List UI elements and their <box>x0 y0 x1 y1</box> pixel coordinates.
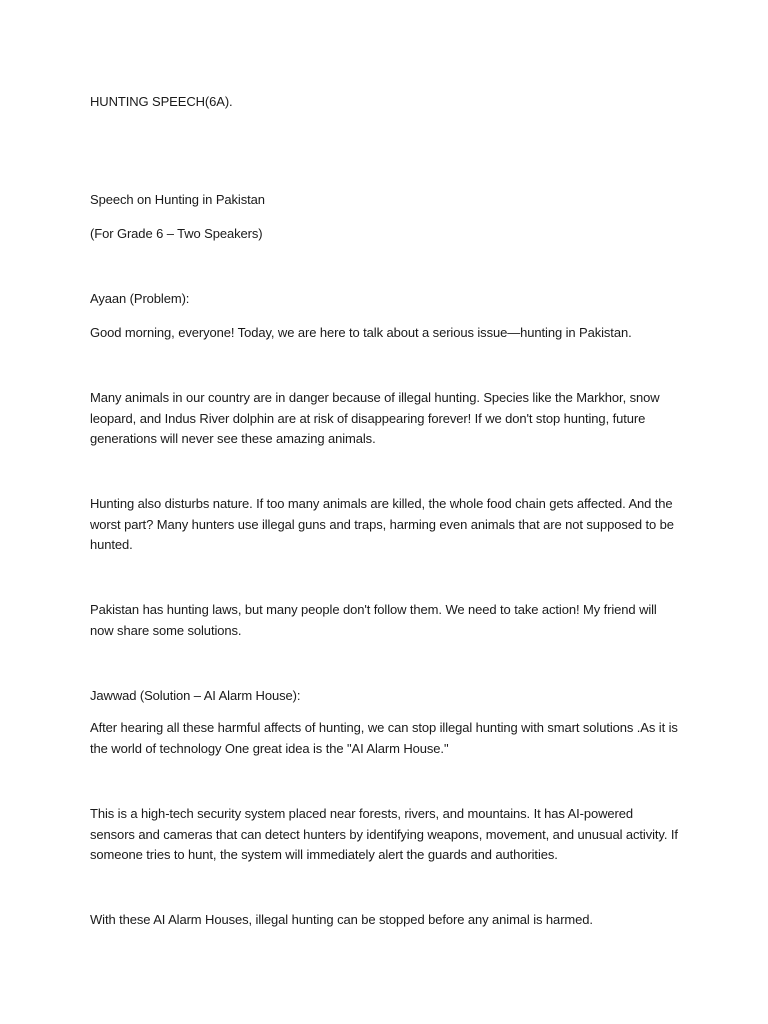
speaker-label-jawwad: Jawwad (Solution – AI Alarm House): <box>90 688 301 703</box>
paragraph-smart-solutions: After hearing all these harmful affects of hunting, we can stop illegal hunting with smart solutions .As it is the world of technology One great idea is the "AI Alarm House." <box>90 720 678 756</box>
document-heading: HUNTING SPEECH(6A). <box>90 94 233 109</box>
paragraph-conclusion: With these AI Alarm Houses, illegal hunting can be stopped before any animal is harmed. <box>90 912 593 927</box>
paragraph-greeting: Good morning, everyone! Today, we are here to talk about a serious issue—hunting in Pakistan. <box>90 325 632 340</box>
paragraph-nature-disturbance: Hunting also disturbs nature. If too many animals are killed, the whole food chain gets affected. And the worst part? Many hunters use illegal guns and traps, harming even animals that are not supposed to be hunted. <box>90 496 674 552</box>
speech-title: Speech on Hunting in Pakistan <box>90 192 265 207</box>
paragraph-ai-security-system: This is a high-tech security system placed near forests, rivers, and mountains. It has AI-powered sensors and cameras that can detect hunters by identifying weapons, movement, and unusual activity. If someone tries to hunt, the system will immediately alert the guards and authorities. <box>90 806 678 862</box>
paragraph-endangered-species: Many animals in our country are in danger because of illegal hunting. Species like the Markhor, snow leopard, and Indus River dolphin are at risk of disappearing forever! If we don't stop hunting, future generations will never see these amazing animals. <box>90 390 660 446</box>
speaker-label-ayaan: Ayaan (Problem): <box>90 291 190 306</box>
speech-subtitle: (For Grade 6 – Two Speakers) <box>90 226 263 241</box>
paragraph-hunting-laws: Pakistan has hunting laws, but many people don't follow them. We need to take action! My friend will now share some solutions. <box>90 602 657 638</box>
